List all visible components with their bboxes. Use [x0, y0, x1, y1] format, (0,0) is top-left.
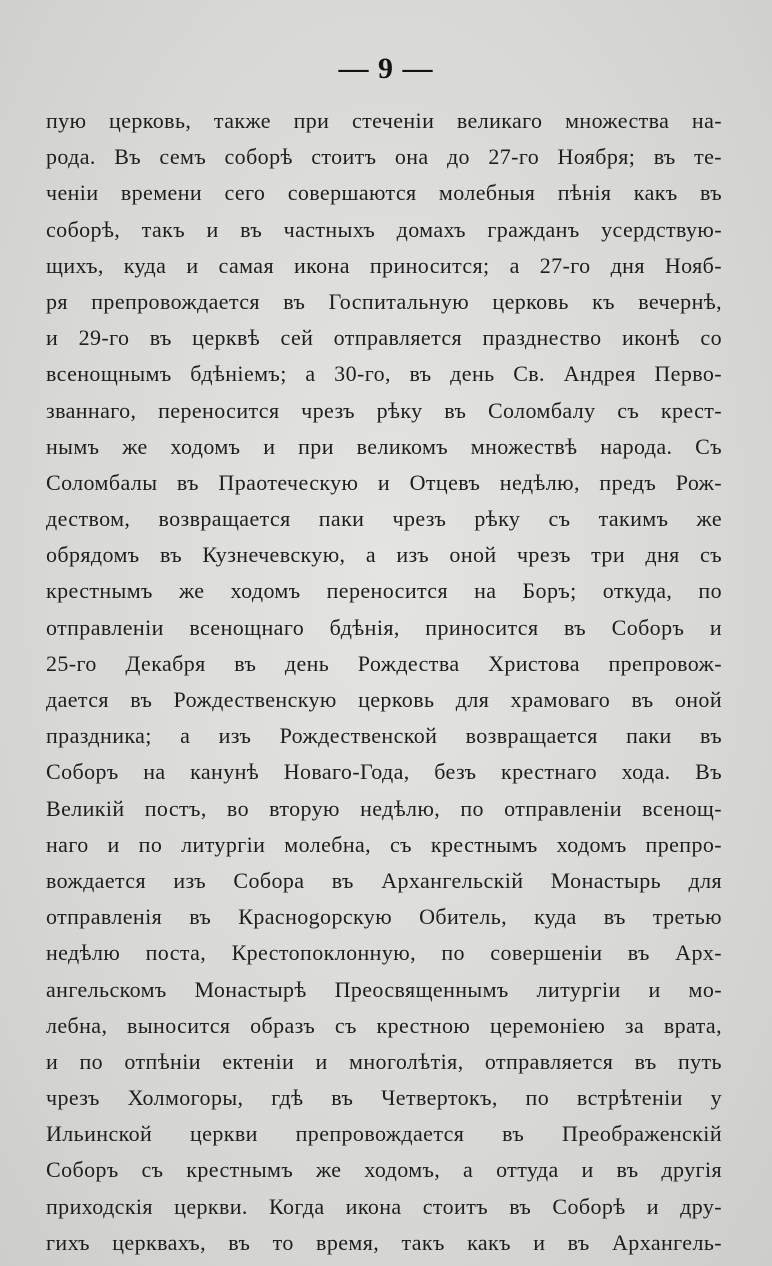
text-line: Соборъ на канунѣ Новаго-Года, безъ крестнаго хода. Въ: [46, 759, 722, 785]
text-line: щихъ, куда и самая икона приносится; а 27-го дня Нояб-: [46, 252, 722, 278]
text-line: Соломбалы въ Праотеческую и Отцевъ недѣлю, предъ Рож-: [46, 469, 722, 495]
body-text: [46, 103, 722, 1261]
text-line: обрядомъ въ Кузнечевскую, а изъ оной чрезъ три дня съ: [46, 542, 722, 568]
text-line: соборѣ, такъ и въ частныхъ домахъ гражданъ усердствую-: [46, 216, 722, 242]
text-line: всенощнымъ бдѣніемъ; а 30-го, въ день Св. Андрея Перво-: [46, 361, 722, 387]
text-line: 25-го Декабря въ день Рождества Христова препровож-: [46, 650, 722, 676]
text-line: Ильинской церкви препровождается въ Преображенскій: [46, 1121, 722, 1147]
page-number: — 9 —: [338, 52, 434, 85]
text-line: лебна, выносится образъ съ крестною церемоніею за врата,: [46, 1012, 722, 1038]
text-line: недѣлю поста, Крестопоклонную, по совершеніи въ Арх-: [46, 940, 722, 966]
text-line: рода. Въ семъ соборѣ стоитъ она до 27-го Ноября; въ те-: [46, 144, 722, 170]
text-line: званнаго, переносится чрезъ рѣку въ Соломбалу съ крест-: [46, 397, 722, 423]
text-line: деством, возвращается паки чрезъ рѣку съ такимъ же: [46, 506, 722, 532]
text-line: отправленіи всенощнаго бдѣнія, приносится въ Соборъ и: [46, 614, 722, 640]
text-line: и 29-го въ церквѣ сей отправляется празднество иконѣ со: [46, 325, 722, 351]
text-line: дается въ Рождественскую церковь для храмоваго въ оной: [46, 687, 722, 712]
text-line: и по отпѣніи ектеніи и многолѣтія, отправляется въ путь: [46, 1048, 722, 1074]
text-line: нымъ же ходомъ и при великомъ множествѣ народа. Съ: [46, 433, 722, 459]
text-line: ченіи времени сего совершаются молебныя пѣнія какъ въ: [46, 180, 722, 206]
text-line: крестнымъ же ходомъ переносится на Боръ; откуда, по: [46, 578, 722, 604]
text-line: ря препровождается въ Госпитальную церковь къ вечернѣ,: [46, 288, 722, 314]
text-line: наго и по литургіи молебна, съ крестнымъ ходомъ препро-: [46, 831, 722, 857]
text-line: пую церковь, также при стеченіи великаго множества на-: [46, 108, 722, 133]
text-line: ангельскомъ Монастырѣ Преосвященнымъ литургіи и мо-: [46, 976, 722, 1002]
text-line: Соборъ съ крестнымъ же ходомъ, а оттуда и въ другія: [46, 1157, 722, 1183]
text-line: отправленія въ Краснogорскую Обитель, куда въ третью: [46, 904, 722, 930]
text-line: вождается изъ Собора въ Архангельскій Монастырь для: [46, 867, 722, 893]
text-line: приходскія церкви. Когда икона стоитъ въ Соборѣ и дру-: [46, 1193, 722, 1219]
text-line: гихъ церквахъ, въ то время, такъ какъ и въ Архангель-: [46, 1229, 722, 1255]
text-line: Великій постъ, во вторую недѣлю, по отправленіи всенощ-: [46, 795, 722, 821]
text-line: чрезъ Холмогоры, гдѣ въ Четвертокъ, по встрѣтеніи у: [46, 1085, 722, 1111]
text-line: праздника; а изъ Рождественской возвращается паки въ: [46, 723, 722, 749]
